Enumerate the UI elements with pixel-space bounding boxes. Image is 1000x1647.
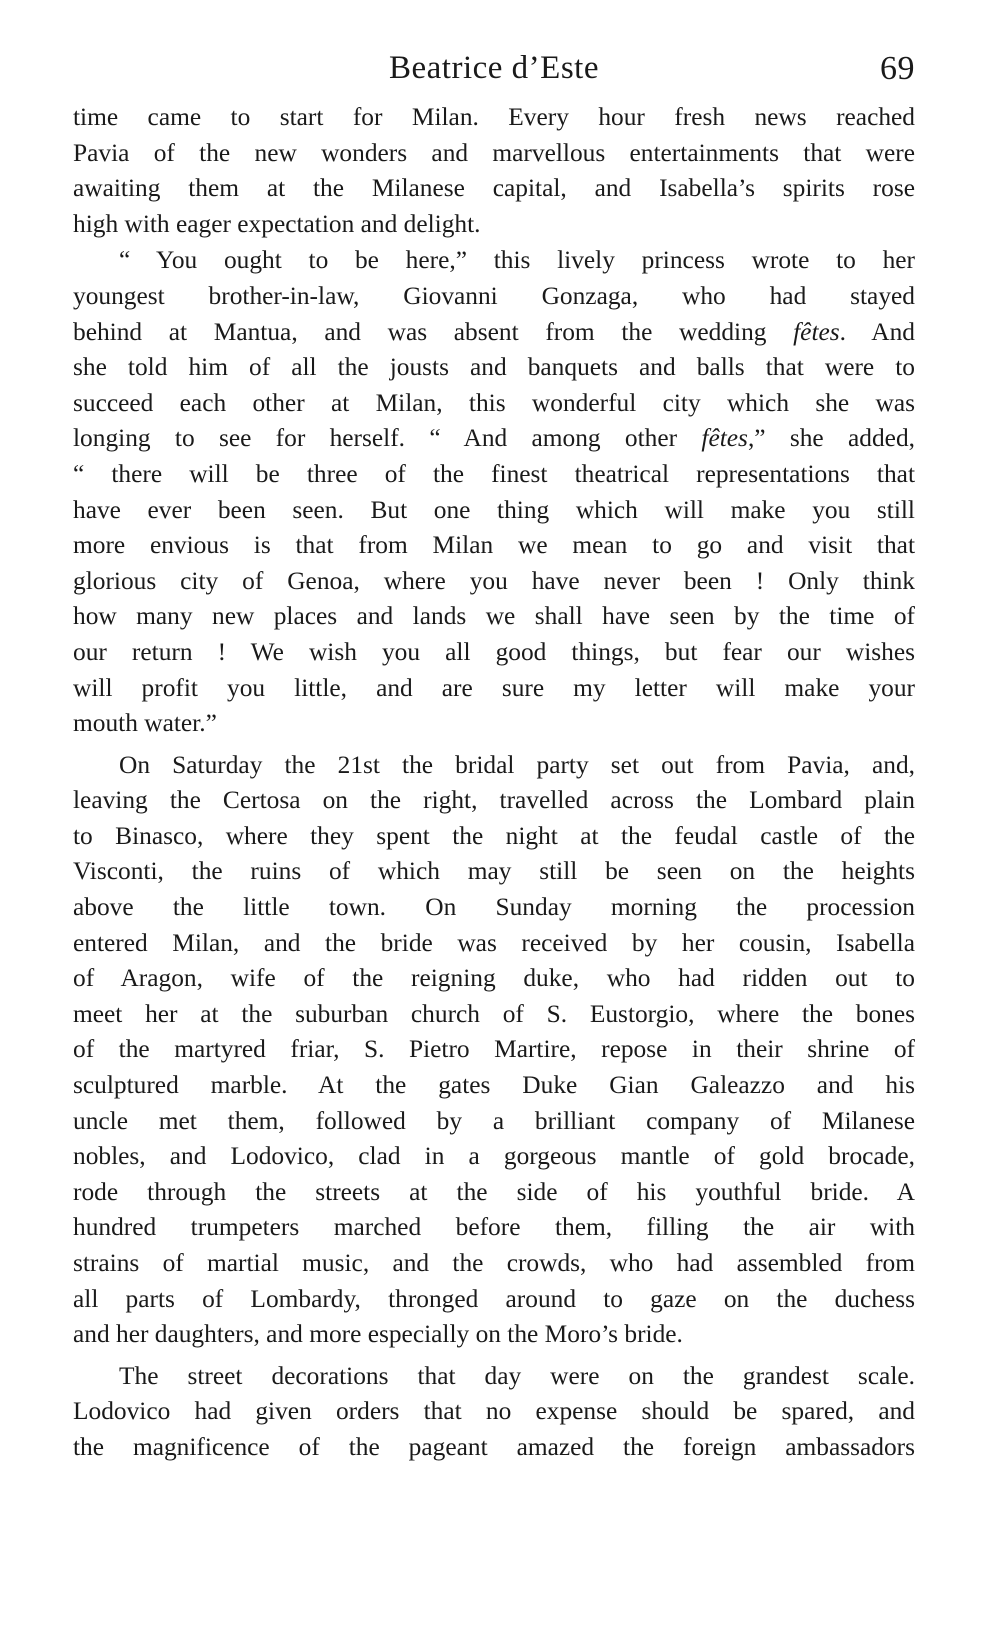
text-line: how many new places and lands we shall have seen by the time of	[73, 602, 915, 631]
paragraph	[73, 1359, 915, 1466]
text-line: behind at Mantua, and was absent from the wedding fêtes. And	[73, 317, 915, 346]
running-head	[73, 40, 915, 100]
text-line: of the martyred friar, S. Pietro Martire, repose in their shrine of	[73, 1035, 915, 1064]
text-line: longing to see for herself. “ And among other fêtes,” she added,	[73, 424, 915, 453]
paragraph	[73, 243, 915, 741]
running-title: Beatrice d’Este	[389, 50, 599, 86]
paragraph	[73, 100, 915, 242]
body-text	[73, 100, 915, 1466]
text-line: nobles, and Lodovico, clad in a gorgeous mantle of gold brocade,	[73, 1142, 915, 1171]
book-page	[73, 40, 915, 1466]
text-line: Lodovico had given orders that no expense should be spared, and	[73, 1397, 915, 1426]
text-line: “ You ought to be here,” this lively princess wrote to her	[119, 246, 915, 275]
text-line: the magnificence of the pageant amazed the foreign ambassadors	[73, 1432, 915, 1461]
text-line: high with eager expectation and delight.	[73, 209, 481, 238]
text-line: of Aragon, wife of the reigning duke, who had ridden out to	[73, 964, 915, 993]
text-line: she told him of all the jousts and banquets and balls that were to	[73, 353, 915, 382]
text-line: youngest brother-in-law, Giovanni Gonzaga, who had stayed	[73, 281, 915, 310]
text-line: uncle met them, followed by a brilliant company of Milanese	[73, 1106, 915, 1135]
text-line: hundred trumpeters marched before them, filling the air with	[73, 1213, 915, 1242]
paragraph	[73, 748, 915, 1353]
text-line: and her daughters, and more especially on the Moro’s bride.	[73, 1320, 683, 1349]
text-line: Pavia of the new wonders and marvellous entertainments that were	[73, 138, 915, 167]
text-line: our return ! We wish you all good things, but fear our wishes	[73, 637, 915, 666]
text-line: leaving the Certosa on the right, travelled across the Lombard plain	[73, 786, 915, 815]
text-line: time came to start for Milan. Every hour fresh news reached	[73, 103, 915, 131]
text-line: The street decorations that day were on the grandest scale.	[119, 1361, 915, 1390]
text-line: entered Milan, and the bride was received by her cousin, Isabella	[73, 928, 915, 957]
text-line: sculptured marble. At the gates Duke Gian Galeazzo and his	[73, 1071, 915, 1100]
text-line: strains of martial music, and the crowds, who had assembled from	[73, 1249, 915, 1277]
text-line: Visconti, the ruins of which may still be seen on the heights	[73, 857, 915, 886]
text-line: above the little town. On Sunday morning the procession	[73, 893, 915, 922]
text-line: rode through the streets at the side of his youthful bride. A	[73, 1177, 915, 1206]
text-line: all parts of Lombardy, thronged around to gaze on the duchess	[73, 1284, 915, 1313]
text-line: awaiting them at the Milanese capital, and Isabella’s spirits rose	[73, 174, 915, 203]
text-line: will profit you little, and are sure my letter will make your	[73, 673, 915, 702]
text-line: succeed each other at Milan, this wonderful city which she was	[73, 388, 915, 417]
page-number: 69	[880, 50, 915, 87]
text-line: to Binasco, where they spent the night at the feudal castle of the	[73, 821, 915, 850]
text-line: mouth water.”	[73, 709, 217, 738]
text-line: meet her at the suburban church of S. Eustorgio, where the bones	[73, 999, 915, 1028]
text-line: more envious is that from Milan we mean to go and visit that	[73, 531, 915, 560]
text-line: “ there will be three of the finest theatrical representations that	[73, 459, 915, 488]
text-line: On Saturday the 21st the bridal party set out from Pavia, and,	[119, 750, 915, 779]
text-line: have ever been seen. But one thing which will make you still	[73, 495, 915, 524]
text-line: glorious city of Genoa, where you have never been ! Only think	[73, 566, 915, 595]
